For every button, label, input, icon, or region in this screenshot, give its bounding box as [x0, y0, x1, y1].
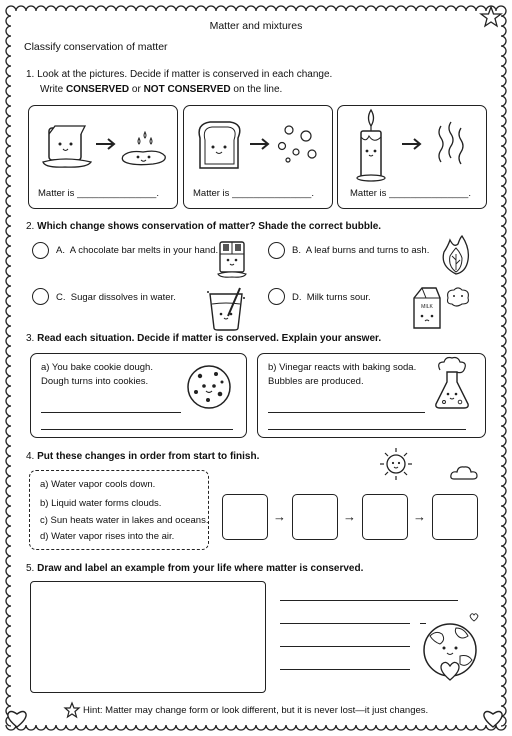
matter-is-label: Matter is [350, 188, 387, 199]
q1-panel-1 [28, 105, 178, 209]
question-number: 4. [26, 451, 35, 462]
flask-icon [432, 356, 472, 412]
drawing-area[interactable] [30, 581, 266, 693]
order-item-d: d) Water vapor rises into the air. [40, 531, 175, 542]
page-subtitle: Classify conservation of matter [24, 41, 168, 53]
q1-panel-1-label [38, 188, 159, 199]
question-1-instruction [40, 84, 282, 95]
question-5-prompt: Draw and label an example from your life where matter is conserved. [37, 563, 364, 574]
option-text: A chocolate bar melts in your hand. [69, 245, 219, 256]
order-box-2[interactable] [292, 494, 338, 540]
matter-is-label: Matter is [38, 188, 75, 199]
answer-blank[interactable]: _______________. [389, 188, 471, 199]
order-box-3[interactable] [362, 494, 408, 540]
ice-cube-icon [43, 126, 91, 167]
order-box-4[interactable] [432, 494, 478, 540]
q1-panel-2-label [193, 188, 314, 199]
question-number: 5. [26, 563, 35, 574]
earth-icon [416, 612, 484, 692]
answer-line[interactable] [41, 412, 181, 413]
smoke-icon [439, 122, 463, 164]
question-1-heading [26, 69, 332, 80]
q1-panel-3 [337, 105, 487, 209]
instruction-text: or [129, 84, 144, 95]
answer-line[interactable] [268, 429, 466, 430]
situation-a-line2: Dough turns into cookies. [41, 376, 149, 387]
q3-box-a [30, 353, 247, 438]
q3-box-b [257, 353, 486, 438]
question-2-heading [26, 221, 381, 232]
svg-text:MILK: MILK [421, 304, 433, 310]
answer-bubble-c[interactable] [32, 288, 49, 305]
order-item-a: a) Water vapor cools down. [40, 479, 156, 490]
instruction-text: on the line. [230, 84, 283, 95]
cookie-icon [186, 364, 232, 410]
option-d [292, 292, 371, 303]
milk-carton-icon [410, 284, 474, 330]
arrow-icon: → [273, 509, 286, 524]
burning-leaf-icon [440, 236, 472, 276]
situation-a-line1: a) You bake cookie dough. [41, 362, 153, 373]
heart-icon [482, 708, 504, 728]
option-letter: B. [292, 245, 301, 256]
hint-text: Hint: Matter may change form or look different, but it is never lost—it just changes. [83, 705, 429, 716]
option-text: Sugar dissolves in water. [70, 292, 176, 303]
question-1-line1: Look at the pictures. Decide if matter is conserved in each change. [37, 69, 333, 80]
question-number: 2. [26, 221, 35, 232]
answer-line[interactable] [41, 429, 233, 430]
question-4-heading [26, 451, 259, 462]
instruction-text: Write [40, 84, 66, 95]
not-conserved-word: NOT CONSERVED [143, 84, 231, 95]
situation-b-line2: Bubbles are produced. [268, 376, 364, 387]
arrow-icon: → [413, 509, 426, 524]
answer-blank[interactable]: _______________. [232, 188, 314, 199]
order-items-box [29, 470, 209, 550]
answer-bubble-d[interactable] [268, 288, 285, 305]
option-letter: D. [292, 292, 302, 303]
question-3-prompt: Read each situation. Decide if matter is conserved. Explain your answer. [37, 333, 382, 344]
candle-icon [357, 110, 385, 181]
label-line[interactable] [280, 600, 458, 601]
page-title: Matter and mixtures [209, 20, 303, 32]
order-item-b: b) Liquid water forms clouds. [40, 498, 162, 509]
question-number: 3. [26, 333, 35, 344]
option-c [56, 292, 176, 303]
option-text: A leaf burns and turns to ash. [305, 245, 430, 256]
option-a [56, 245, 218, 256]
order-item-c: c) Sun heats water in lakes and oceans. [40, 515, 209, 526]
order-box-1[interactable] [222, 494, 268, 540]
option-b [292, 245, 429, 256]
star-icon [64, 702, 80, 718]
q1-panel-3-label [350, 188, 471, 199]
answer-bubble-b[interactable] [268, 242, 285, 259]
label-line[interactable] [280, 669, 410, 670]
answer-blank[interactable]: _______________. [77, 188, 159, 199]
matter-is-label: Matter is [193, 188, 230, 199]
puddle-icon [122, 132, 165, 165]
option-letter: C. [56, 292, 66, 303]
conserved-word: CONSERVED [65, 84, 130, 95]
glass-of-water-icon [206, 286, 246, 332]
label-line[interactable] [280, 646, 410, 647]
label-line[interactable] [280, 623, 410, 624]
answer-line[interactable] [268, 412, 425, 413]
crumbs-icon [279, 126, 317, 162]
arrow-icon: → [343, 509, 356, 524]
situation-b-line1: b) Vinegar reacts with baking soda. [268, 362, 417, 373]
cloud-icon [450, 465, 478, 481]
question-3-heading [26, 333, 381, 344]
q1-panel-2 [183, 105, 333, 209]
question-5-heading [26, 563, 363, 574]
heart-icon [6, 708, 28, 728]
question-number: 1. [26, 69, 35, 80]
question-2-prompt: Which change shows conservation of matter? Shade the correct bubble. [37, 221, 382, 232]
chocolate-bar-icon [214, 240, 250, 280]
question-4-prompt: Put these changes in order from start to finish. [37, 451, 260, 462]
option-letter: A. [56, 245, 65, 256]
toast-icon [199, 122, 240, 168]
answer-bubble-a[interactable] [32, 242, 49, 259]
option-text: Milk turns sour. [306, 292, 371, 303]
sun-icon [378, 446, 414, 482]
star-icon [480, 6, 502, 28]
